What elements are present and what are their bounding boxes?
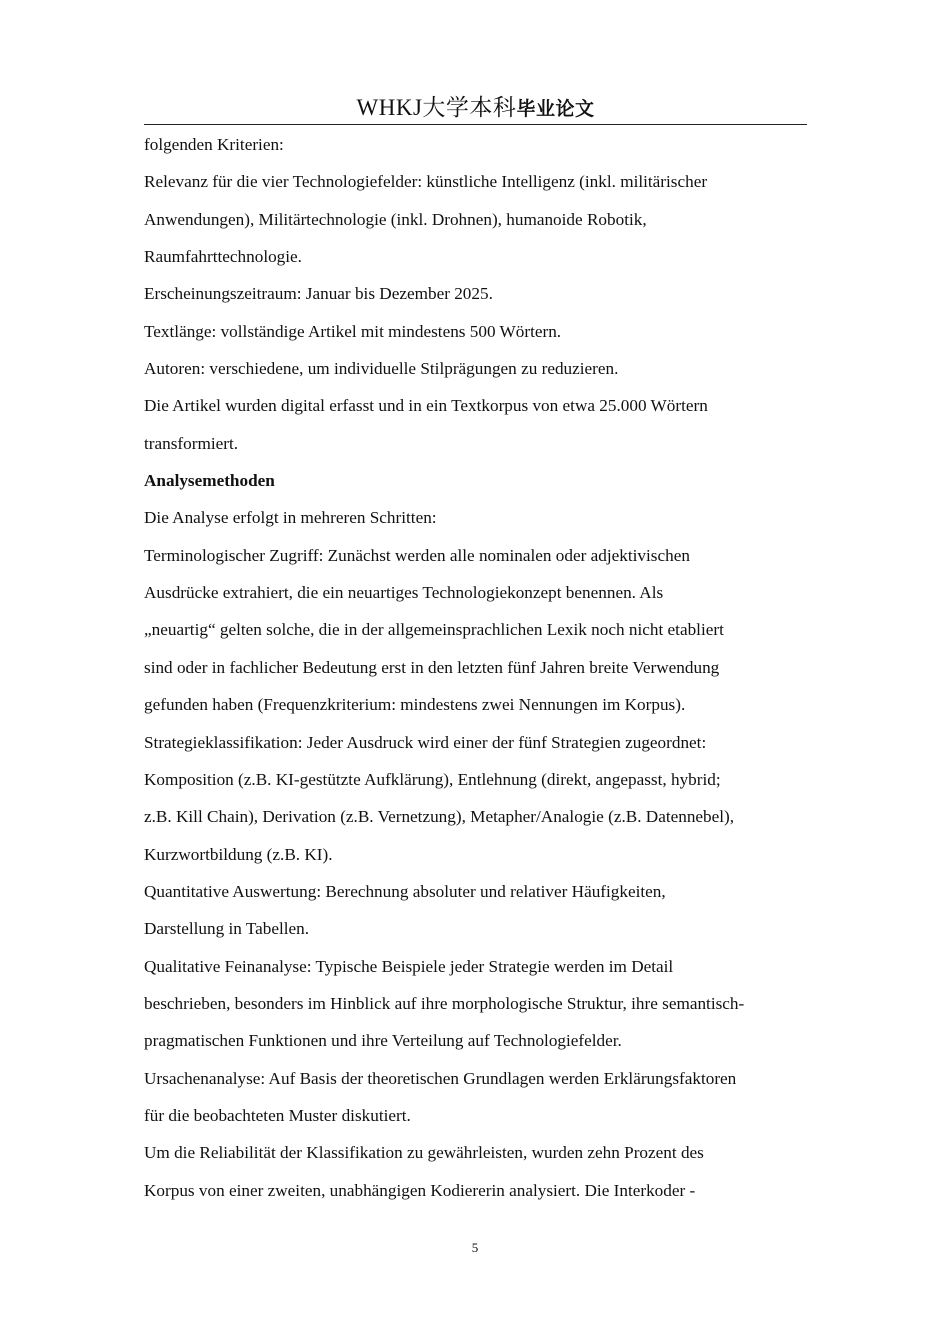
header-title-suffix: 毕业论文 (516, 98, 595, 120)
paragraph: Qualitative Feinanalyse: Typische Beispiele jeder Strategie werden im Detail beschrieben, besonders im Hinblick auf ihre morphologische Struktur, ihre semantisch- pragmatischen Funktionen und ihre Verteilung auf Technologiefelder. (144, 956, 745, 1051)
paragraph: Die Artikel wurden digital erfasst und in ein Textkorpus von etwa 25.000 Wörtern transformiert. (144, 396, 708, 453)
header-title: WHKJ大学本科 (356, 95, 517, 120)
page-header (144, 92, 807, 125)
paragraph: Strategieklassifikation: Jeder Ausdruck wird einer der fünf Strategien zugeordnet: Komposition (z.B. KI-gestützte Aufklärung), Entlehnung (direkt, angepasst, hybrid; z.B. Kill Chain), Derivation (z.B. Vernetzung), Metapher/Analogie (z.B. Datennebel), Kurzwortbildung (z.B. KI). (144, 732, 735, 864)
paragraph: Quantitative Auswertung: Berechnung absoluter und relativer Häufigkeiten, Darstellung in Tabellen. (144, 881, 666, 939)
paragraph: Erscheinungszeitraum: Januar bis Dezember 2025. (144, 284, 493, 304)
section-heading: Analysemethoden (144, 471, 275, 491)
paragraph: folgenden Kriterien: (144, 135, 284, 154)
paragraph: Textlänge: vollständige Artikel mit mindestens 500 Wörtern. (144, 321, 562, 341)
body-text (144, 126, 807, 1209)
paragraph: Autoren: verschiedene, um individuelle Stilprägungen zu reduzieren. (144, 359, 619, 379)
paragraph: Die Analyse erfolgt in mehreren Schritten: (144, 508, 437, 528)
paragraph: Terminologischer Zugriff: Zunächst werden alle nominalen oder adjektivischen Ausdrücke extrahiert, die ein neuartiges Technologiekonzept benennen. Als „neuartig“ gelten solche, die in der allgemeinsprachlichen Lexik noch nicht etabliert sind oder in fachlicher Bedeutung erst in den letzten fünf Jahren breite Verwendung gefunden haben (Frequenzkriterium: mindestens zwei Nennungen im Korpus). (144, 545, 724, 715)
page-number: 5 (471, 1240, 479, 1255)
paragraph: Ursachenanalyse: Auf Basis der theoretischen Grundlagen werden Erklärungsfaktoren für die beobachteten Muster diskutiert. (144, 1068, 737, 1125)
paragraph: Relevanz für die vier Technologiefelder: künstliche Intelligenz (inkl. militärischer Anwendungen), Militärtechnologie (inkl. Drohnen), humanoide Robotik, Raumfahrttechnologie. (144, 172, 708, 267)
paragraph: Um die Reliabilität der Klassifikation zu gewährleisten, wurden zehn Prozent des Korpus von einer zweiten, unabhängigen Kodiererin analysiert. Die Interkoder - (144, 1143, 704, 1200)
